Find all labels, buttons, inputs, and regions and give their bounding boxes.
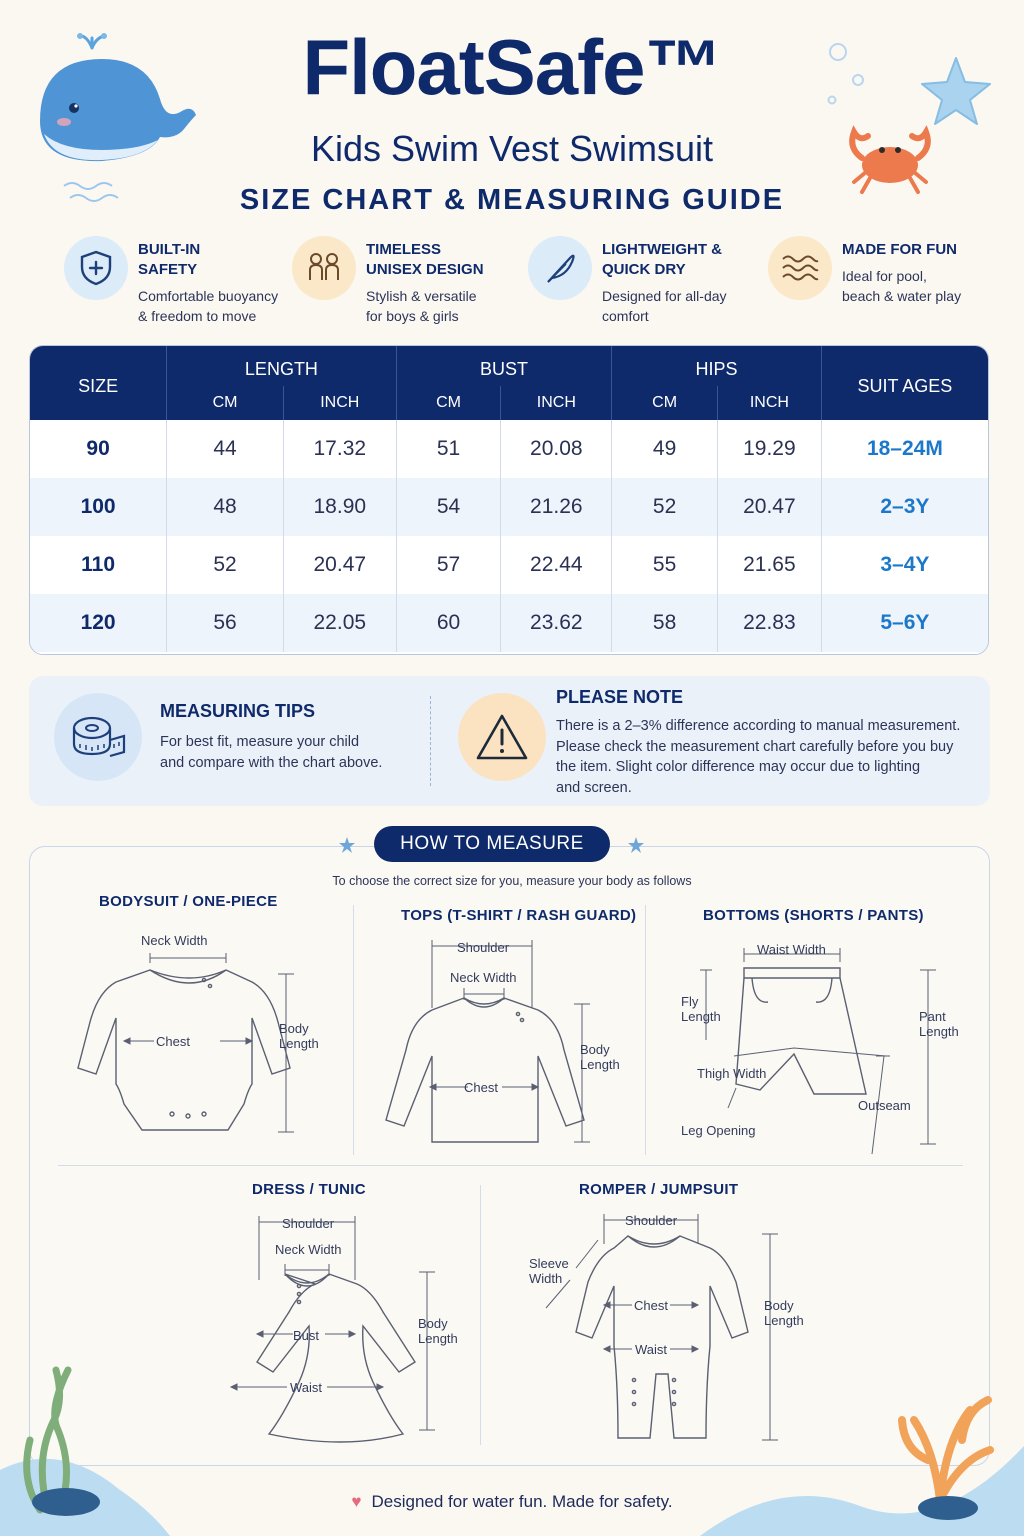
cell-length-inch: 18.90 bbox=[283, 478, 396, 536]
header-length-cm: CM bbox=[167, 386, 284, 420]
cell-length-inch: 17.32 bbox=[283, 420, 396, 478]
bodysuit-title: BODYSUIT / ONE-PIECE bbox=[99, 893, 278, 910]
how-to-measure-title: HOW TO MEASURE bbox=[374, 826, 610, 862]
bottoms-leg-opening-label: Leg Opening bbox=[681, 1123, 756, 1138]
cell-length-cm: 44 bbox=[167, 420, 284, 478]
waves-icon bbox=[768, 236, 832, 300]
cell-length-cm: 56 bbox=[167, 594, 284, 652]
cell-length-cm: 52 bbox=[167, 536, 284, 594]
table-row bbox=[30, 420, 988, 478]
feature-desc-line1: Stylish & versatile bbox=[366, 288, 477, 304]
cell-hips-inch: 21.65 bbox=[717, 536, 821, 594]
cell-length-inch: 22.05 bbox=[283, 594, 396, 652]
tops-body-label: Body bbox=[580, 1042, 610, 1057]
header-bust: BUST bbox=[396, 346, 612, 386]
cell-length-inch: 20.47 bbox=[283, 536, 396, 594]
note-line2: Please check the measurement chart carefully before you buy bbox=[556, 738, 954, 755]
tops-diagram bbox=[370, 936, 600, 1146]
divider bbox=[645, 905, 646, 1155]
dress-bust-label: Bust bbox=[293, 1328, 320, 1343]
cell-bust-cm: 60 bbox=[396, 594, 501, 652]
tops-neck-label: Neck Width bbox=[450, 970, 517, 985]
feature-desc-line1: Ideal for pool, bbox=[842, 268, 927, 284]
dress-body-label: Body bbox=[418, 1316, 448, 1331]
cell-age: 2–3Y bbox=[821, 478, 988, 536]
feature-desc-line2: beach & water play bbox=[842, 288, 962, 304]
note-line4: and screen. bbox=[556, 779, 632, 796]
cell-bust-inch: 21.26 bbox=[501, 478, 612, 536]
table-row bbox=[30, 478, 988, 536]
table-row bbox=[30, 536, 988, 594]
header-bust-inch: INCH bbox=[501, 386, 612, 420]
cell-size: 100 bbox=[30, 478, 167, 536]
bottoms-pant-label: Pant bbox=[919, 1009, 946, 1024]
bottoms-fly-label: Fly bbox=[681, 994, 699, 1009]
cell-hips-cm: 52 bbox=[612, 478, 718, 536]
bodysuit-chest-label: Chest bbox=[156, 1034, 190, 1049]
cell-hips-cm: 58 bbox=[612, 594, 718, 652]
romper-length-label: Length bbox=[764, 1313, 804, 1328]
note-line3: the item. Slight color difference may occur due to lighting bbox=[556, 759, 921, 775]
dress-length-label: Length bbox=[418, 1331, 458, 1346]
guide-title: SIZE CHART & MEASURING GUIDE bbox=[239, 184, 785, 216]
cell-bust-inch: 20.08 bbox=[501, 420, 612, 478]
footer bbox=[0, 1492, 1024, 1512]
feather-icon bbox=[528, 236, 592, 300]
dress-neck-label: Neck Width bbox=[275, 1242, 342, 1257]
divider bbox=[480, 1185, 481, 1445]
feature-title-line1: MADE FOR FUN bbox=[842, 241, 957, 258]
divider bbox=[353, 905, 354, 1155]
feature-title-line1: LIGHTWEIGHT & bbox=[602, 241, 722, 258]
bodysuit-neck-label: Neck Width bbox=[141, 933, 208, 948]
feature-desc-line2: comfort bbox=[602, 308, 649, 324]
size-table bbox=[29, 345, 989, 655]
cell-bust-cm: 54 bbox=[396, 478, 501, 536]
feature-title-line1: BUILT-IN bbox=[138, 241, 201, 258]
romper-chest-label: Chest bbox=[634, 1298, 668, 1313]
romper-body-label: Body bbox=[764, 1298, 794, 1313]
tops-length-label: Length bbox=[580, 1057, 620, 1072]
kids-icon bbox=[292, 236, 356, 300]
tops-title: TOPS (T-SHIRT / RASH GUARD) bbox=[401, 907, 637, 924]
heart-icon: ♥ bbox=[351, 1492, 362, 1511]
bodysuit-body-label: Body bbox=[279, 1021, 309, 1036]
footer-text: Designed for water fun. Made for safety. bbox=[371, 1492, 673, 1511]
how-to-intro: To choose the correct size for you, measure your body as follows bbox=[332, 874, 692, 888]
cell-size: 90 bbox=[30, 420, 167, 478]
cell-size: 110 bbox=[30, 536, 167, 594]
cell-age: 5–6Y bbox=[821, 594, 988, 652]
star-icon bbox=[338, 836, 356, 854]
cell-bust-cm: 57 bbox=[396, 536, 501, 594]
romper-shoulder-label: Shoulder bbox=[625, 1213, 678, 1228]
cell-bust-cm: 51 bbox=[396, 420, 501, 478]
romper-waist-label: Waist bbox=[635, 1342, 668, 1357]
dress-waist-label: Waist bbox=[290, 1380, 323, 1395]
tops-shoulder-label: Shoulder bbox=[457, 940, 510, 955]
header-length: LENGTH bbox=[167, 346, 397, 386]
feature-title-line1: TIMELESS bbox=[366, 241, 442, 258]
cell-age: 3–4Y bbox=[880, 553, 930, 576]
product-subtitle: Kids Swim Vest Swimsuit bbox=[310, 128, 714, 169]
bottoms-title: BOTTOMS (SHORTS / PANTS) bbox=[703, 907, 924, 924]
cell-hips-inch: 20.47 bbox=[717, 478, 821, 536]
feature-desc-line1: Comfortable buoyancy bbox=[138, 288, 279, 304]
brand-title: FloatSafe™ bbox=[302, 23, 722, 111]
feature-title-line2: UNISEX DESIGN bbox=[366, 261, 484, 278]
measuring-tape-icon bbox=[54, 693, 142, 781]
bottoms-thigh-label: Thigh Width bbox=[697, 1066, 767, 1081]
note-line1: There is a 2–3% difference according to manual measurement. bbox=[556, 718, 961, 734]
cell-hips-cm: 55 bbox=[612, 536, 718, 594]
feature-title-line2: SAFETY bbox=[138, 261, 198, 278]
cell-length-cm: 48 bbox=[167, 478, 284, 536]
cell-bust-inch: 23.62 bbox=[501, 594, 612, 652]
header-hips: HIPS bbox=[612, 346, 822, 386]
cell-age: 18–24M bbox=[866, 437, 943, 460]
tips-divider bbox=[430, 696, 431, 786]
header-size: SIZE bbox=[30, 346, 167, 420]
table-row bbox=[30, 594, 988, 652]
feature-desc-line1: Designed for all-day bbox=[602, 288, 727, 304]
measuring-tips-line2: and compare with the chart above. bbox=[160, 754, 383, 771]
please-note-title: PLEASE NOTE bbox=[556, 687, 684, 707]
measuring-tips-line1: For best fit, measure your child bbox=[160, 734, 360, 750]
feature-desc-line2: for boys & girls bbox=[366, 308, 459, 324]
measuring-tips-title: MEASURING TIPS bbox=[160, 701, 316, 721]
shield-plus-icon bbox=[64, 236, 128, 300]
romper-sleeve-width-label: Width bbox=[529, 1271, 563, 1286]
cell-hips-inch: 22.83 bbox=[717, 594, 821, 652]
tops-chest-label: Chest bbox=[464, 1080, 498, 1095]
bottoms-waist-label: Waist Width bbox=[757, 942, 826, 957]
bodysuit-length-label: Length bbox=[279, 1036, 319, 1051]
dress-shoulder-label: Shoulder bbox=[282, 1216, 335, 1231]
header-hips-inch: INCH bbox=[717, 386, 821, 420]
header-length-inch: INCH bbox=[283, 386, 396, 420]
star-icon bbox=[627, 836, 645, 854]
warning-icon bbox=[458, 693, 546, 781]
bottoms-outseam-label: Outseam bbox=[858, 1098, 911, 1113]
romper-title: ROMPER / JUMPSUIT bbox=[579, 1181, 739, 1198]
cell-hips-cm: 49 bbox=[612, 420, 718, 478]
romper-sleeve-label: Sleeve bbox=[529, 1256, 569, 1271]
header-hips-cm: CM bbox=[612, 386, 718, 420]
header-bust-cm: CM bbox=[396, 386, 501, 420]
dress-title: DRESS / TUNIC bbox=[252, 1181, 366, 1198]
bottoms-pant-length-label: Length bbox=[919, 1024, 959, 1039]
bottoms-fly-length-label: Length bbox=[681, 1009, 721, 1024]
divider bbox=[58, 1165, 963, 1166]
header-suit-ages: SUIT AGES bbox=[821, 346, 988, 420]
cell-bust-inch: 22.44 bbox=[501, 536, 612, 594]
feature-desc-line2: & freedom to move bbox=[138, 308, 257, 324]
cell-hips-inch: 19.29 bbox=[717, 420, 821, 478]
feature-title-line2: QUICK DRY bbox=[602, 261, 686, 278]
cell-size: 120 bbox=[30, 594, 167, 652]
